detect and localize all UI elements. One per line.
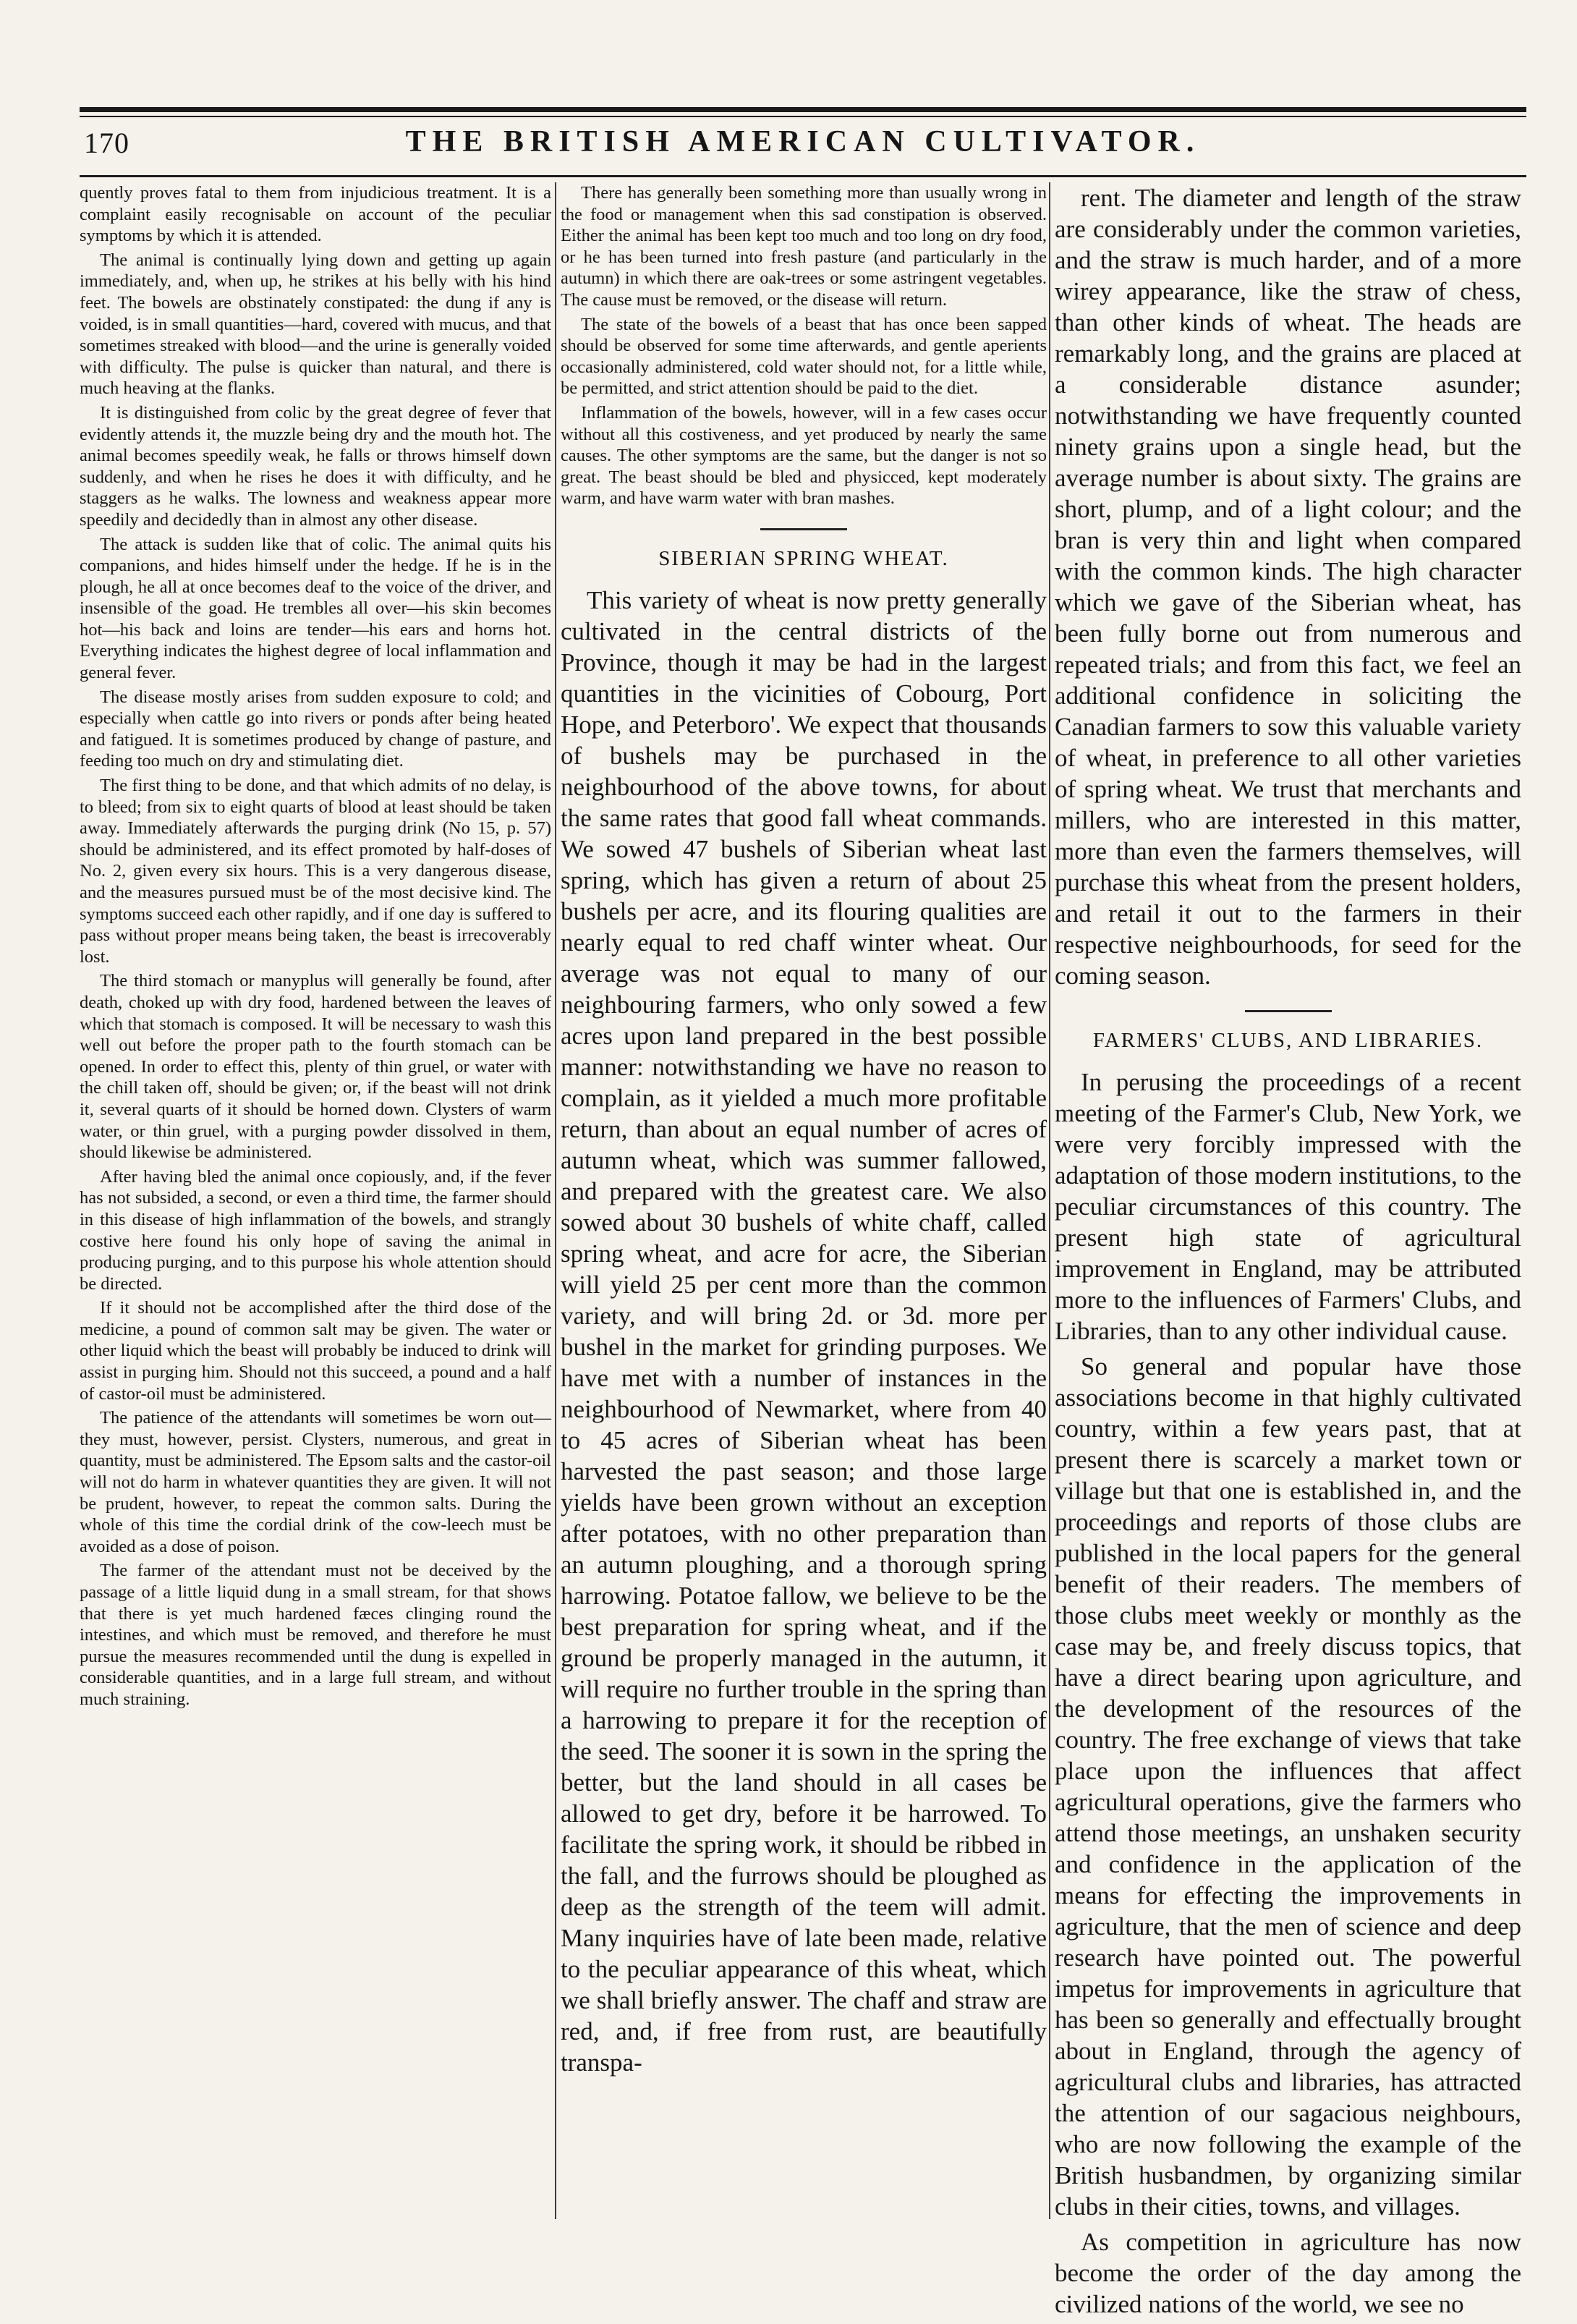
column-3: [1055, 182, 1521, 2324]
paragraph: The animal is continually lying down and getting up again immediately, and, when up, he strikes at his belly with his hind feet. The bowels are obstinately constipated: the dung if any is voided, is in small quantities—hard, covered with mucus, and that sometimes streaked with blood—and the urine is generally voided with difficulty. The pulse is quicker than natural, and there is much heaving at the flanks.: [80, 250, 551, 399]
section-divider: [760, 528, 847, 530]
section-heading-farmers-clubs: FARMERS' CLUBS, AND LIBRARIES.: [1092, 1029, 1484, 1052]
paragraph: The first thing to be done, and that which admits of no delay, is to bleed; from six to eight quarts of blood at least should be taken away. Immediately afterwards the purging drink (No 15, p. 57) should be administered, and its effect promoted by half-doses of No. 2, given every six hours. This is a very dangerous disease, and the measures pursued must be of the most decisive kind. The symptoms succeed each other rapidly, and if one day is suffered to pass without proper means being taken, the beast is irrecoverably lost.: [80, 776, 551, 967]
paragraph: The farmer of the attendant must not be deceived by the passage of a little liquid dung in a small stream, for that shows that there is yet much hardened fæces clinging round the intestines, and which must be removed, and therefore he must pursue the measures recommended until the dung is expelled in considerable quantities, and in a large full stream, and without much straining.: [80, 1561, 551, 1709]
paragraph: The disease mostly arises from sudden exposure to cold; and especially when cattle go into rivers or ponds after being heated and fatigued. It is sometimes produced by change of pasture, and feeding too much on dry and stimulating diet.: [80, 687, 551, 771]
column-divider-2: [1049, 182, 1050, 2219]
section-heading-siberian-wheat: SIBERIAN SPRING WHEAT.: [658, 546, 949, 570]
paragraph: After having bled the animal once copiously, and, if the fever has not subsided, a second, or even a third time, the farmer should in this disease of high inflammation of the bowels, and strangly costive here found his only hope of saving the animal in producing purging, and to this purpose his whole attention should be directed.: [80, 1166, 551, 1294]
paragraph: quently proves fatal to them from injudicious treatment. It is a complaint easily recognisable on account of the peculiar symptoms by which it is attended.: [80, 183, 551, 246]
page-number: 170: [84, 127, 129, 159]
paragraph: The patience of the attendants will sometimes be worn out—they must, however, persist. Clysters, numerous, and great in quantity, must be administered. The Epsom salts and the castor-oil will not do harm in whatever quantities they are given. It will not be prudent, however, to repeat the common salts. During the whole of this time the cordial drink of the cow-leech must be avoided as a dose of poison.: [80, 1408, 551, 1556]
paragraph: This variety of wheat is now pretty generally cultivated in the central districts of the Province, though it may be had in the largest quantities in the vicinities of Cobourg, Port Hope, and Peterboro'. We expect that thousands of bushels may be purchased in the neighbourhood of the above towns, for about the same rates that good fall wheat commands. We sowed 47 bushels of Siberian wheat last spring, which has given a return of about 25 bushels per acre, and its flouring qualities are nearly equal to red chaff winter wheat. Our average was not equal to many of our neighbouring farmers, who only sowed a few acres upon land prepared in the best possible manner: notwithstanding we have no reason to complain, as it yielded a much more profitable return, than about an equal number of acres of autumn wheat, which was summer fallowed, and prepared with the greatest care. We also sowed about 30 bushels of white chaff, called spring wheat, and acre for acre, the Siberian will yield 25 per cent more than the common variety, and will bring 2d. or 3d. more per bushel in the market for grinding purposes. We have met with a number of instances in the neighbourhood of Newmarket, where from 40 to 45 acres of Siberian wheat has been harvested the past season; and those large yields have been grown without an exception after potatoes, with no other preparation than an autumn ploughing, and a thorough spring harrowing. Potatoe fallow, we believe to be the best preparation for spring wheat, and if the ground be properly managed in the autumn, it will require no further trouble in the spring than a harrowing to prepare it for the reception of the seed. The sooner it is sown in the spring the better, but the land should in all cases be allowed to get dry, before it be harrowed. To facilitate the spring work, it should be ribbed in the fall, and the furrows should be ploughed as deep as the strength of the teem will admit. Many inquiries have of late been made, relative to the peculiar appearance of this wheat, which we shall briefly answer. The chaff and straw are red, and, if free from rust, are beautifully transpa-: [561, 585, 1047, 2077]
column-divider-1: [555, 182, 556, 2219]
header-rule: [80, 175, 1526, 177]
column-1: [80, 182, 551, 1713]
paragraph: So general and popular have those associations become in that highly cultivated country, within a few years past, that at present there is scarcely a market town or village but that one is established in, and the proceedings and reports of those clubs are published in the local papers for the general benefit of their readers. The members of those clubs meet weekly or monthly as the case may be, and freely discuss topics, that have a direct bearing upon agriculture, and the development of the resources of the country. The free exchange of views that take place upon the influences that affect agricultural operations, give the farmers who attend those meetings, an unshaken security and confidence in the application of the means for effecting the improvements in agriculture, that the men of science and deep research have pointed out. The powerful impetus for improvements in agriculture that has been so generally and effectually brought about in England, through the agency of agricultural clubs and libraries, has attracted the attention of our sagacious neighbours, who are now following the example of the British husbandmen, by organizing similar clubs in their cities, towns, and villages.: [1055, 1352, 1521, 2221]
header-double-rule-thick: [80, 107, 1526, 112]
paragraph: Inflammation of the bowels, however, will in a few cases occur without all this costiveness, and yet produced by nearly the same causes. The other symptoms are the same, but the danger is not so great. The beast should be bled and physicced, kept moderately warm, and have warm water with bran mashes.: [561, 402, 1047, 509]
column-2: [561, 182, 1047, 2082]
paragraph: The attack is sudden like that of colic. The animal quits his companions, and hides himself under the hedge. If he is in the plough, he all at once becomes deaf to the voice of the driver, and insensible of the goad. He trembles all over—his skin becomes hot—his back and loins are tender—his ears and horns hot. Everything indicates the highest degree of local inflammation and general fever.: [80, 534, 551, 683]
page-header: [80, 120, 1526, 171]
paragraph: The state of the bowels of a beast that has once been sapped should be observed for some time afterwards, and gentle aperients occasionally administered, cold water should not, for a little while, be permitted, and strict attention should be paid to the diet.: [561, 314, 1047, 399]
veterinary-continuation: [561, 182, 1047, 509]
paragraph: As competition in agriculture has now become the order of the day among the civilized nations of the world, we see no: [1055, 2228, 1521, 2318]
paragraph: The third stomach or manyplus will generally be found, after death, choked up with dry food, hardened between the leaves of which that stomach is composed. It will be necessary to wash this well out before the proper path to the fourth stomach can be opened. In order to effect this, plenty of thin gruel, or water with the chill taken off, should be given; or, if the beast will not drink it, several quarts of it should be horned down. Clysters of warm water, or thin gruel, with a purging powder dissolved in them, should likewise be administered.: [80, 971, 551, 1163]
journal-title: THE BRITISH AMERICAN CULTIVATOR.: [405, 125, 1201, 158]
paragraph: If it should not be accomplished after the third dose of the medicine, a pound of common salt may be given. The water or other liquid which the beast will probably be induced to drink will assist in purging him. Should not this succeed, a pound and a half of castor-oil must be administered.: [80, 1298, 551, 1404]
paragraph: In perusing the proceedings of a recent meeting of the Farmer's Club, New York, we were very forcibly impressed with the adaptation of those modern institutions, to the peculiar circumstances of this country. The present high state of agricultural improvement in England, may be attributed more to the influences of Farmers' Clubs, and Libraries, than to any other individual cause.: [1055, 1068, 1521, 1345]
paragraph: rent. The diameter and length of the straw are considerably under the common varieties, and the straw is much harder, and of a more wirey appearance, like the straw of chess, than other kinds of wheat. The heads are remarkably long, and the grains are placed at a considerable distance asunder; notwithstanding we have frequently counted ninety grains upon a single head, but the average number is about sixty. The grains are short, plump, and of a light colour; and the bran is very thin and light when compared with the common kinds. The high character which we gave of the Siberian wheat, has been fully borne out from numerous and repeated trials; and from this fact, we feel an additional confidence in soliciting the Canadian farmers to sow this valuable variety of wheat, in preference to all other varieties of spring wheat. We trust that merchants and millers, who are interested in this matter, more than even the farmers themselves, will purchase this wheat from the present holders, and retail it out to the farmers in their respective neighbourhoods, for seed for the coming season.: [1055, 184, 1521, 990]
header-double-rule-thin: [80, 116, 1526, 117]
paragraph: It is distinguished from colic by the great degree of fever that evidently attends it, the muzzle being dry and the mouth hot. The animal becomes speedily weak, he falls or throws himself down suddenly, and when he rises he does it with difficulty, and he staggers as he walks. The lowness and weakness appear more speedily and decidedly than in almost any other disease.: [80, 402, 551, 530]
section-divider: [1245, 1010, 1332, 1012]
paragraph: There has generally been something more than usually wrong in the food or management when this sad constipation is observed. Either the animal has been kept too much and too long on dry food, or he has been turned into fresh pasture (and particularly in the autumn) in which there are oak-trees or some astringent vegetables. The cause must be removed, or the disease will return.: [561, 183, 1047, 310]
